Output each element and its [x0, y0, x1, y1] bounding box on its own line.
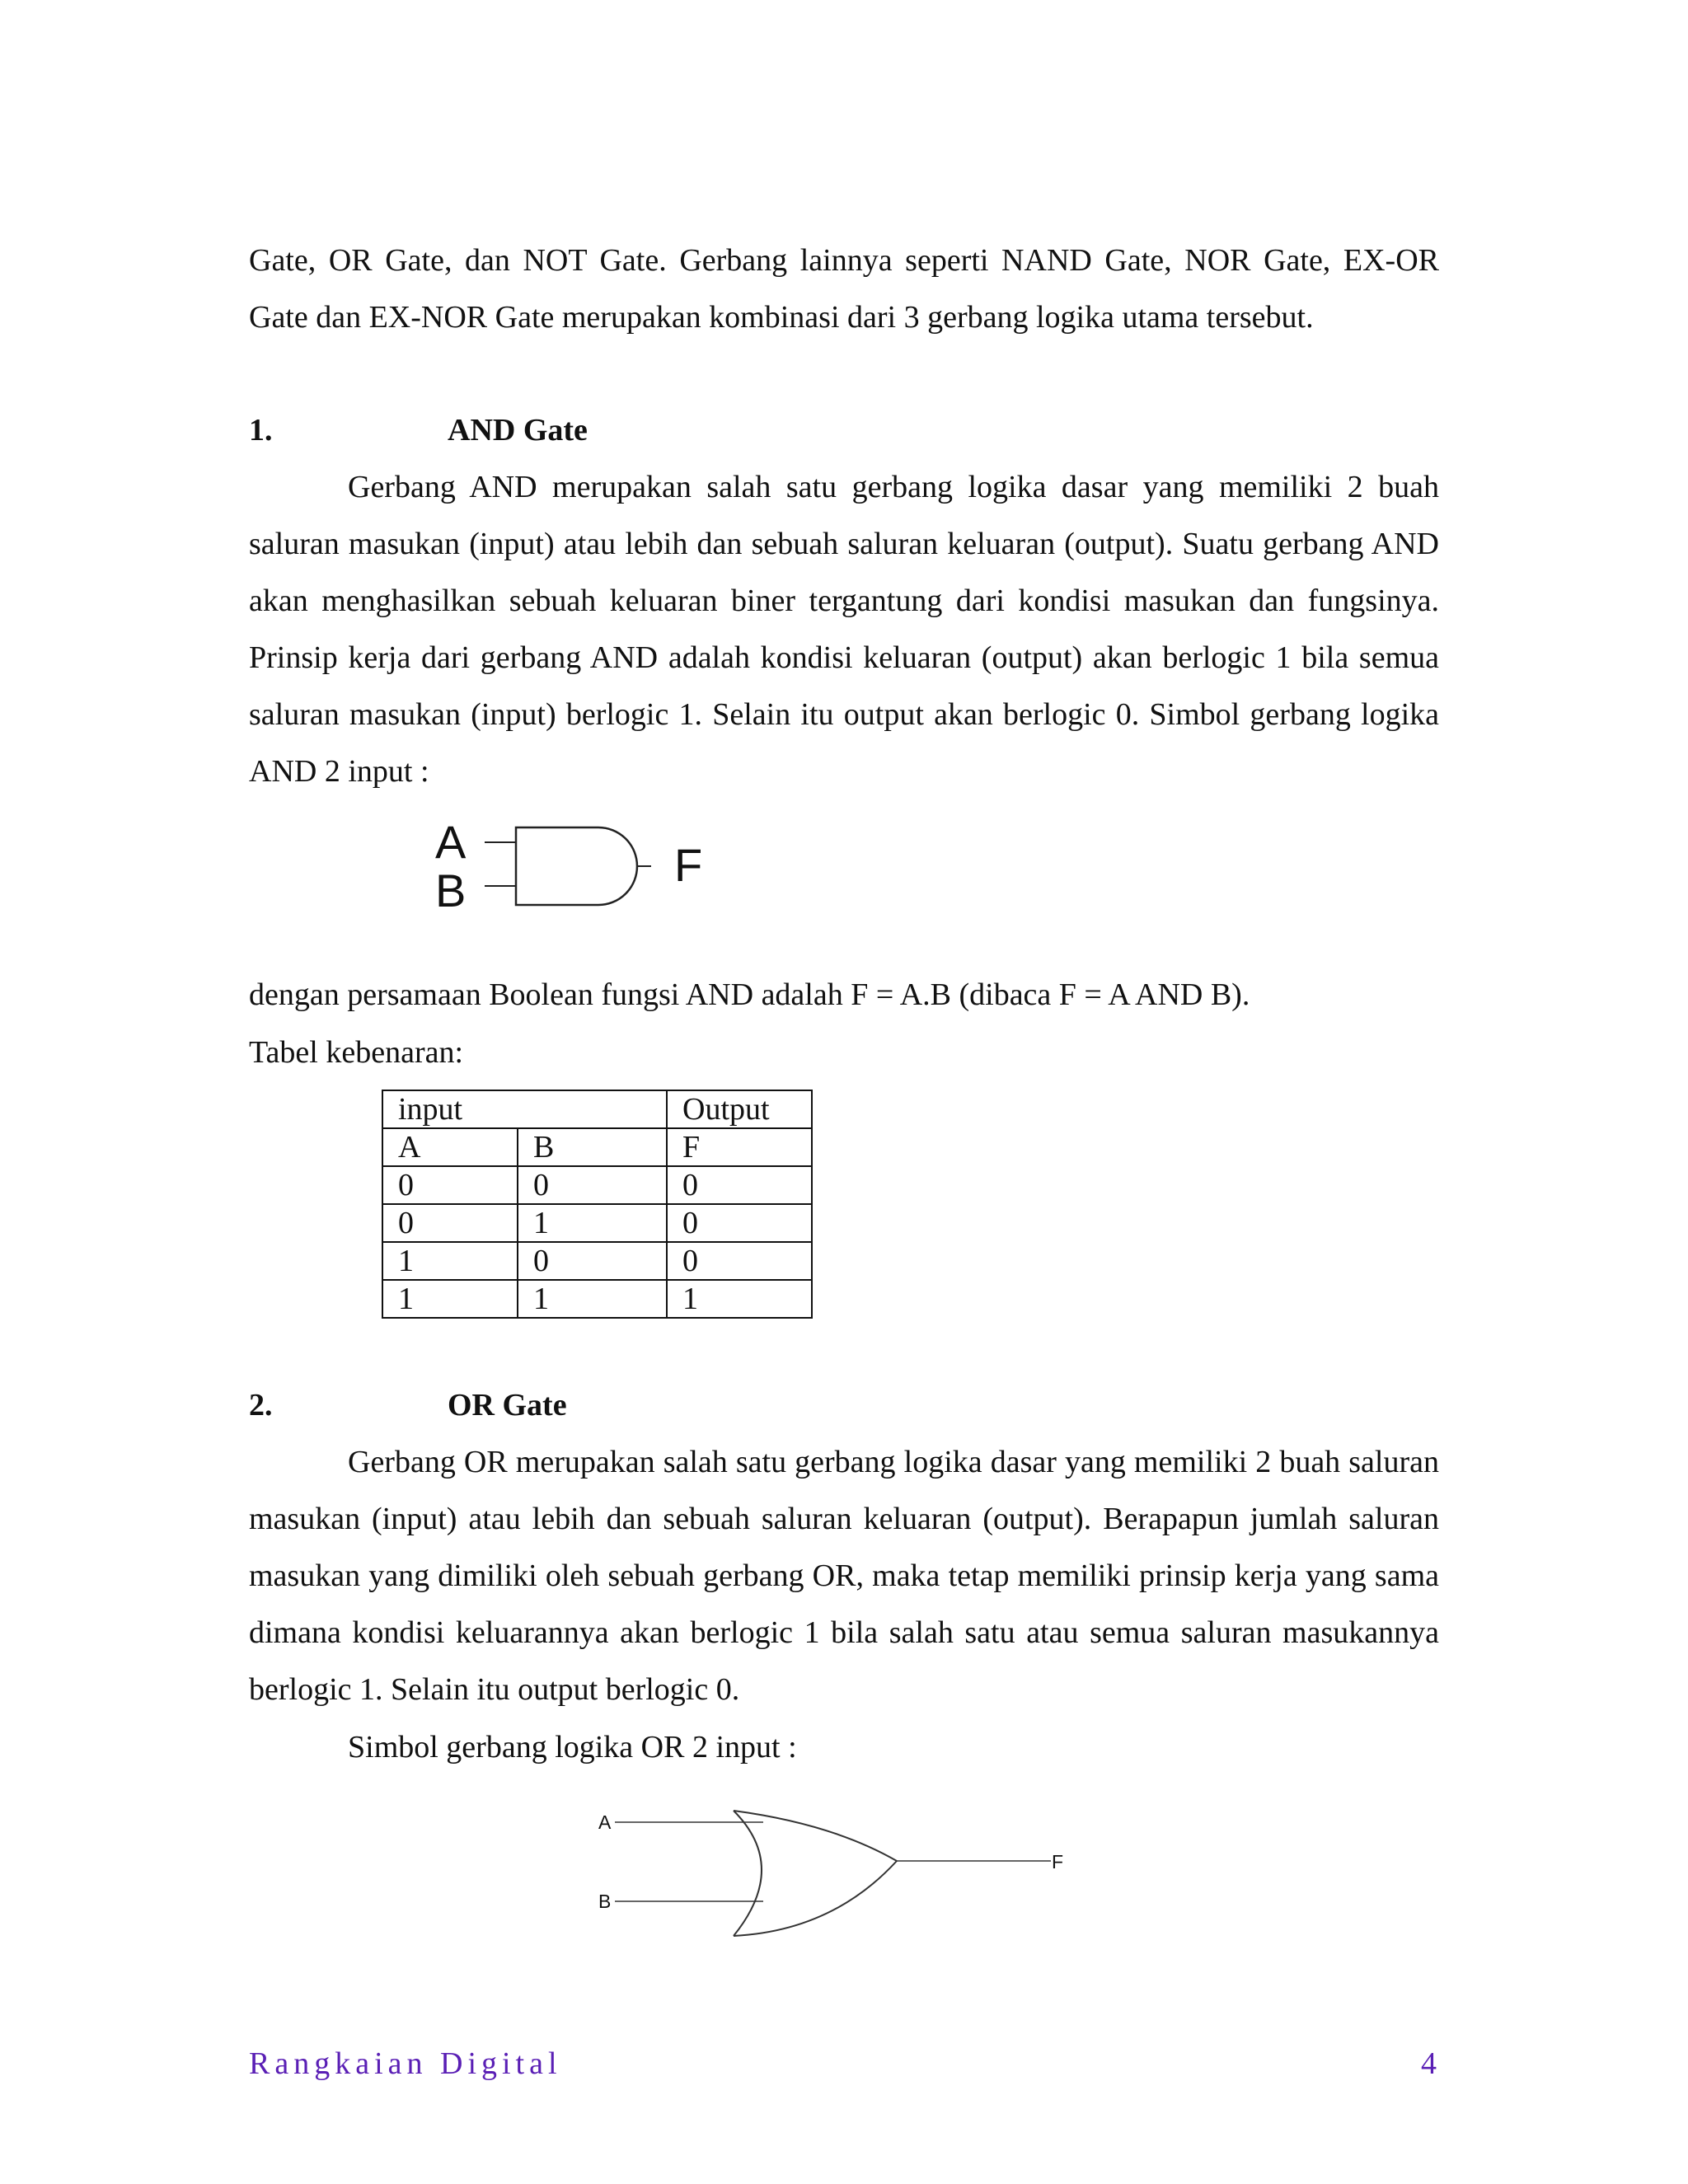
truth-table-cell: 0: [667, 1242, 812, 1280]
truth-table-cell: A: [382, 1128, 518, 1166]
truth-table-cell: 0: [382, 1166, 518, 1204]
section-1-title: AND Gate: [448, 413, 588, 448]
table-row: [382, 1280, 812, 1318]
or-gate-description: Gerbang OR merupakan salah satu gerbang logika dasar yang memiliki 2 buah saluran masukan (input) atau lebih dan sebuah saluran keluaran (output). Berapapun jumlah saluran masukan yang dimiliki oleh sebuah gerbang OR, maka tetap memiliki prinsip kerja yang sama dimana kondisi keluarannya akan berlogic 1 bila salah satu atau semua saluran masukannya berlogic 1. Selain itu output berlogic 0.: [249, 1445, 1439, 1707]
or-gate-bottom-curve: [734, 1861, 897, 1936]
and-gate-output-f-label: F: [674, 839, 703, 891]
or-gate-input-a-label: A: [598, 1811, 612, 1833]
truth-table-cell: 1: [382, 1280, 518, 1318]
or-gate-back-curve: [734, 1811, 762, 1936]
or-gate-symbol: [593, 1809, 1088, 1945]
truth-table-header-input: input: [382, 1090, 667, 1128]
and-gate-input-b-label: B: [435, 865, 467, 916]
truth-table-cell: 1: [518, 1280, 667, 1318]
truth-table-cell: 1: [382, 1242, 518, 1280]
or-gate-output-f-label: F: [1052, 1851, 1064, 1872]
truth-table-cell: F: [667, 1128, 812, 1166]
or-gate-input-b-label: B: [598, 1891, 612, 1912]
and-boolean-equation: dengan persamaan Boolean fungsi AND adalah F = A.B (dibaca F = A AND B).: [249, 977, 1250, 1012]
truth-table-cell: 0: [667, 1204, 812, 1242]
intro-paragraph: Gate, OR Gate, dan NOT Gate. Gerbang lainnya seperti NAND Gate, NOR Gate, EX-OR Gate dan EX-NOR Gate merupakan kombinasi dari 3 gerbang logika utama tersebut.: [249, 243, 1439, 335]
table-row: [382, 1166, 812, 1204]
truth-table-header-output: Output: [667, 1090, 812, 1128]
truth-table-header-row: [382, 1090, 812, 1128]
truth-table-cell: 1: [518, 1204, 667, 1242]
or-symbol-caption: Simbol gerbang logika OR 2 input :: [348, 1730, 797, 1765]
and-gate-description: Gerbang AND merupakan salah satu gerbang logika dasar yang memiliki 2 buah saluran masukan (input) atau lebih dan sebuah saluran keluaran (output). Suatu gerbang AND akan menghasilkan sebuah keluaran biner tergantung dari kondisi masukan dan fungsinya. Prinsip kerja dari gerbang AND adalah kondisi keluaran (output) akan berlogic 1 bila semua saluran masukan (input) berlogic 1. Selain itu output akan berlogic 0. Simbol gerbang logika AND 2 input :: [249, 470, 1439, 789]
table-row: [382, 1242, 812, 1280]
truth-table-cell: 0: [382, 1204, 518, 1242]
truth-table-cell: 1: [667, 1280, 812, 1318]
table-row: [382, 1204, 812, 1242]
and-gate-body: [516, 827, 637, 905]
and-truth-table: [382, 1090, 813, 1319]
footer-title: Rangkaian Digital: [249, 2046, 562, 2081]
or-gate-top-curve: [734, 1811, 897, 1861]
truth-table-caption: Tabel kebenaran:: [249, 1035, 464, 1070]
section-2-number: 2.: [249, 1388, 273, 1422]
and-gate-input-a-label: A: [435, 820, 467, 868]
section-1-number: 1.: [249, 413, 273, 448]
truth-table-cell: 0: [518, 1242, 667, 1280]
truth-table-cell: 0: [518, 1166, 667, 1204]
section-2-title: OR Gate: [448, 1388, 567, 1422]
truth-table-subheader-row: [382, 1128, 812, 1166]
page-number: 4: [1421, 2046, 1437, 2081]
and-gate-symbol: [412, 820, 725, 919]
truth-table-cell: B: [518, 1128, 667, 1166]
truth-table-cell: 0: [667, 1166, 812, 1204]
